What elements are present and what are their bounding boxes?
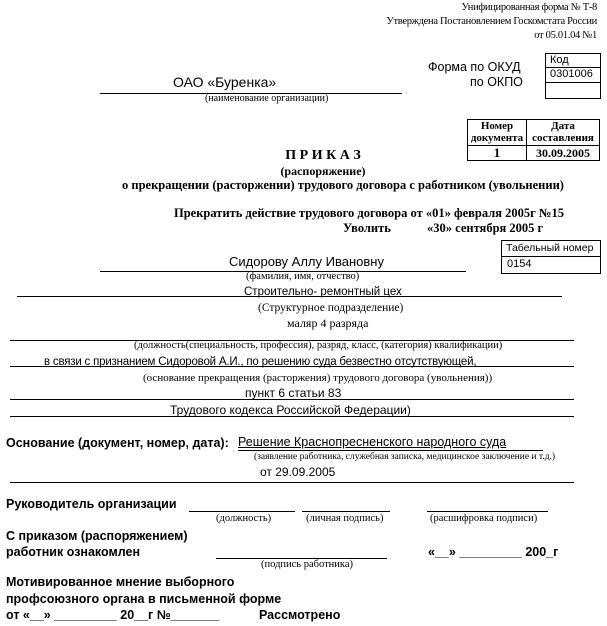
code-label: Код [550,54,569,66]
dismiss-label: Уволить [343,221,391,235]
organization-name: ОАО «Буренка» [173,74,277,90]
personnel-number: 0154 [507,258,532,270]
doc-number: 1 [468,146,527,161]
department: Строительно- ремонтный цех [244,286,402,298]
doc-number-header-1: Номер [480,119,514,132]
basis-value: Решение Краснопресненского народного суда [238,435,507,449]
reason-caption: (основание прекращения (расторжения) трудового договора (увольнения)) [143,372,493,384]
article: пункт 6 статьи 83 [245,386,342,400]
ack-line2: работник ознакомлен [6,545,140,559]
employee-name-caption: (фамилия, имя, отчество) [246,271,360,282]
department-caption: (Структурное подразделение) [258,302,404,314]
basis-date: от 29.09.2005 [260,465,336,479]
basis-caption: (заявление работника, служебная записка, медицинское заключение и т.д.) [254,452,556,462]
doc-date: 30.09.2005 [527,146,600,161]
order-title: П Р И К А З [285,148,361,163]
doc-number-header-2: документа [470,131,524,144]
labor-code: Трудового кодекса Российской Федерации) [170,403,411,417]
ack-date: «__» _________ 200_г [428,545,559,559]
form-approval-date: от 05.01.04 №1 [534,30,597,41]
form-name: Унифицированная форма № Т-8 [461,2,597,13]
ack-line1: С приказом (распоряжением) [6,529,188,543]
terminate-line: Прекратить действие трудового договора от «01» февраля 2005г №15 [174,206,564,220]
doc-date-header-2: составления [532,131,594,144]
doc-date-header-1: Дата [551,119,575,132]
position-caption-sig: (должность) [216,513,272,524]
union-reviewed: Рассмотрено [259,608,341,622]
form-approval: Утверждена Постановлением Госкомстата России [386,16,597,27]
order-subject: о прекращении (расторжении) трудового договора с работником (увольнении) [122,178,564,192]
dismissal-reason: в связи с признанием Сидоровой А.И., по решению суда безвестно отсутствующей, [44,356,477,368]
organization-caption: (наименование организации) [205,93,329,104]
basis-label: Основание (документ, номер, дата): [6,436,229,450]
head-label: Руководитель организации [6,497,177,511]
okud-value: 0301006 [550,68,593,80]
decode-caption: (расшифровка подписи) [430,513,538,524]
head-signature-field[interactable] [302,511,390,512]
employee-name: Сидорову Аллу Ивановну [229,254,384,269]
union-line3: от «__» _________ 20__г №_______ [6,608,220,622]
position-caption: (должность(специальность, профессия), разряд, класс, (категория) квалификации) [134,340,503,351]
head-position-field[interactable] [189,511,295,512]
okud-label: Форма по ОКУД [428,60,521,74]
signature-caption: (личная подпись) [306,513,384,524]
personnel-label: Табельный номер [506,242,594,254]
head-decode-field[interactable] [427,511,548,512]
union-line2: профсоюзного органа в письменной форме [6,592,282,606]
position: маляр 4 разряда [287,316,369,330]
order-subtitle: (распоряжение) [280,164,366,178]
dismiss-date: «30» сентября 2005 г [427,221,544,235]
union-line1: Мотивированное мнение выборного [6,575,235,589]
ack-caption: (подпись работника) [261,559,354,570]
okpo-label: по ОКПО [470,75,523,89]
